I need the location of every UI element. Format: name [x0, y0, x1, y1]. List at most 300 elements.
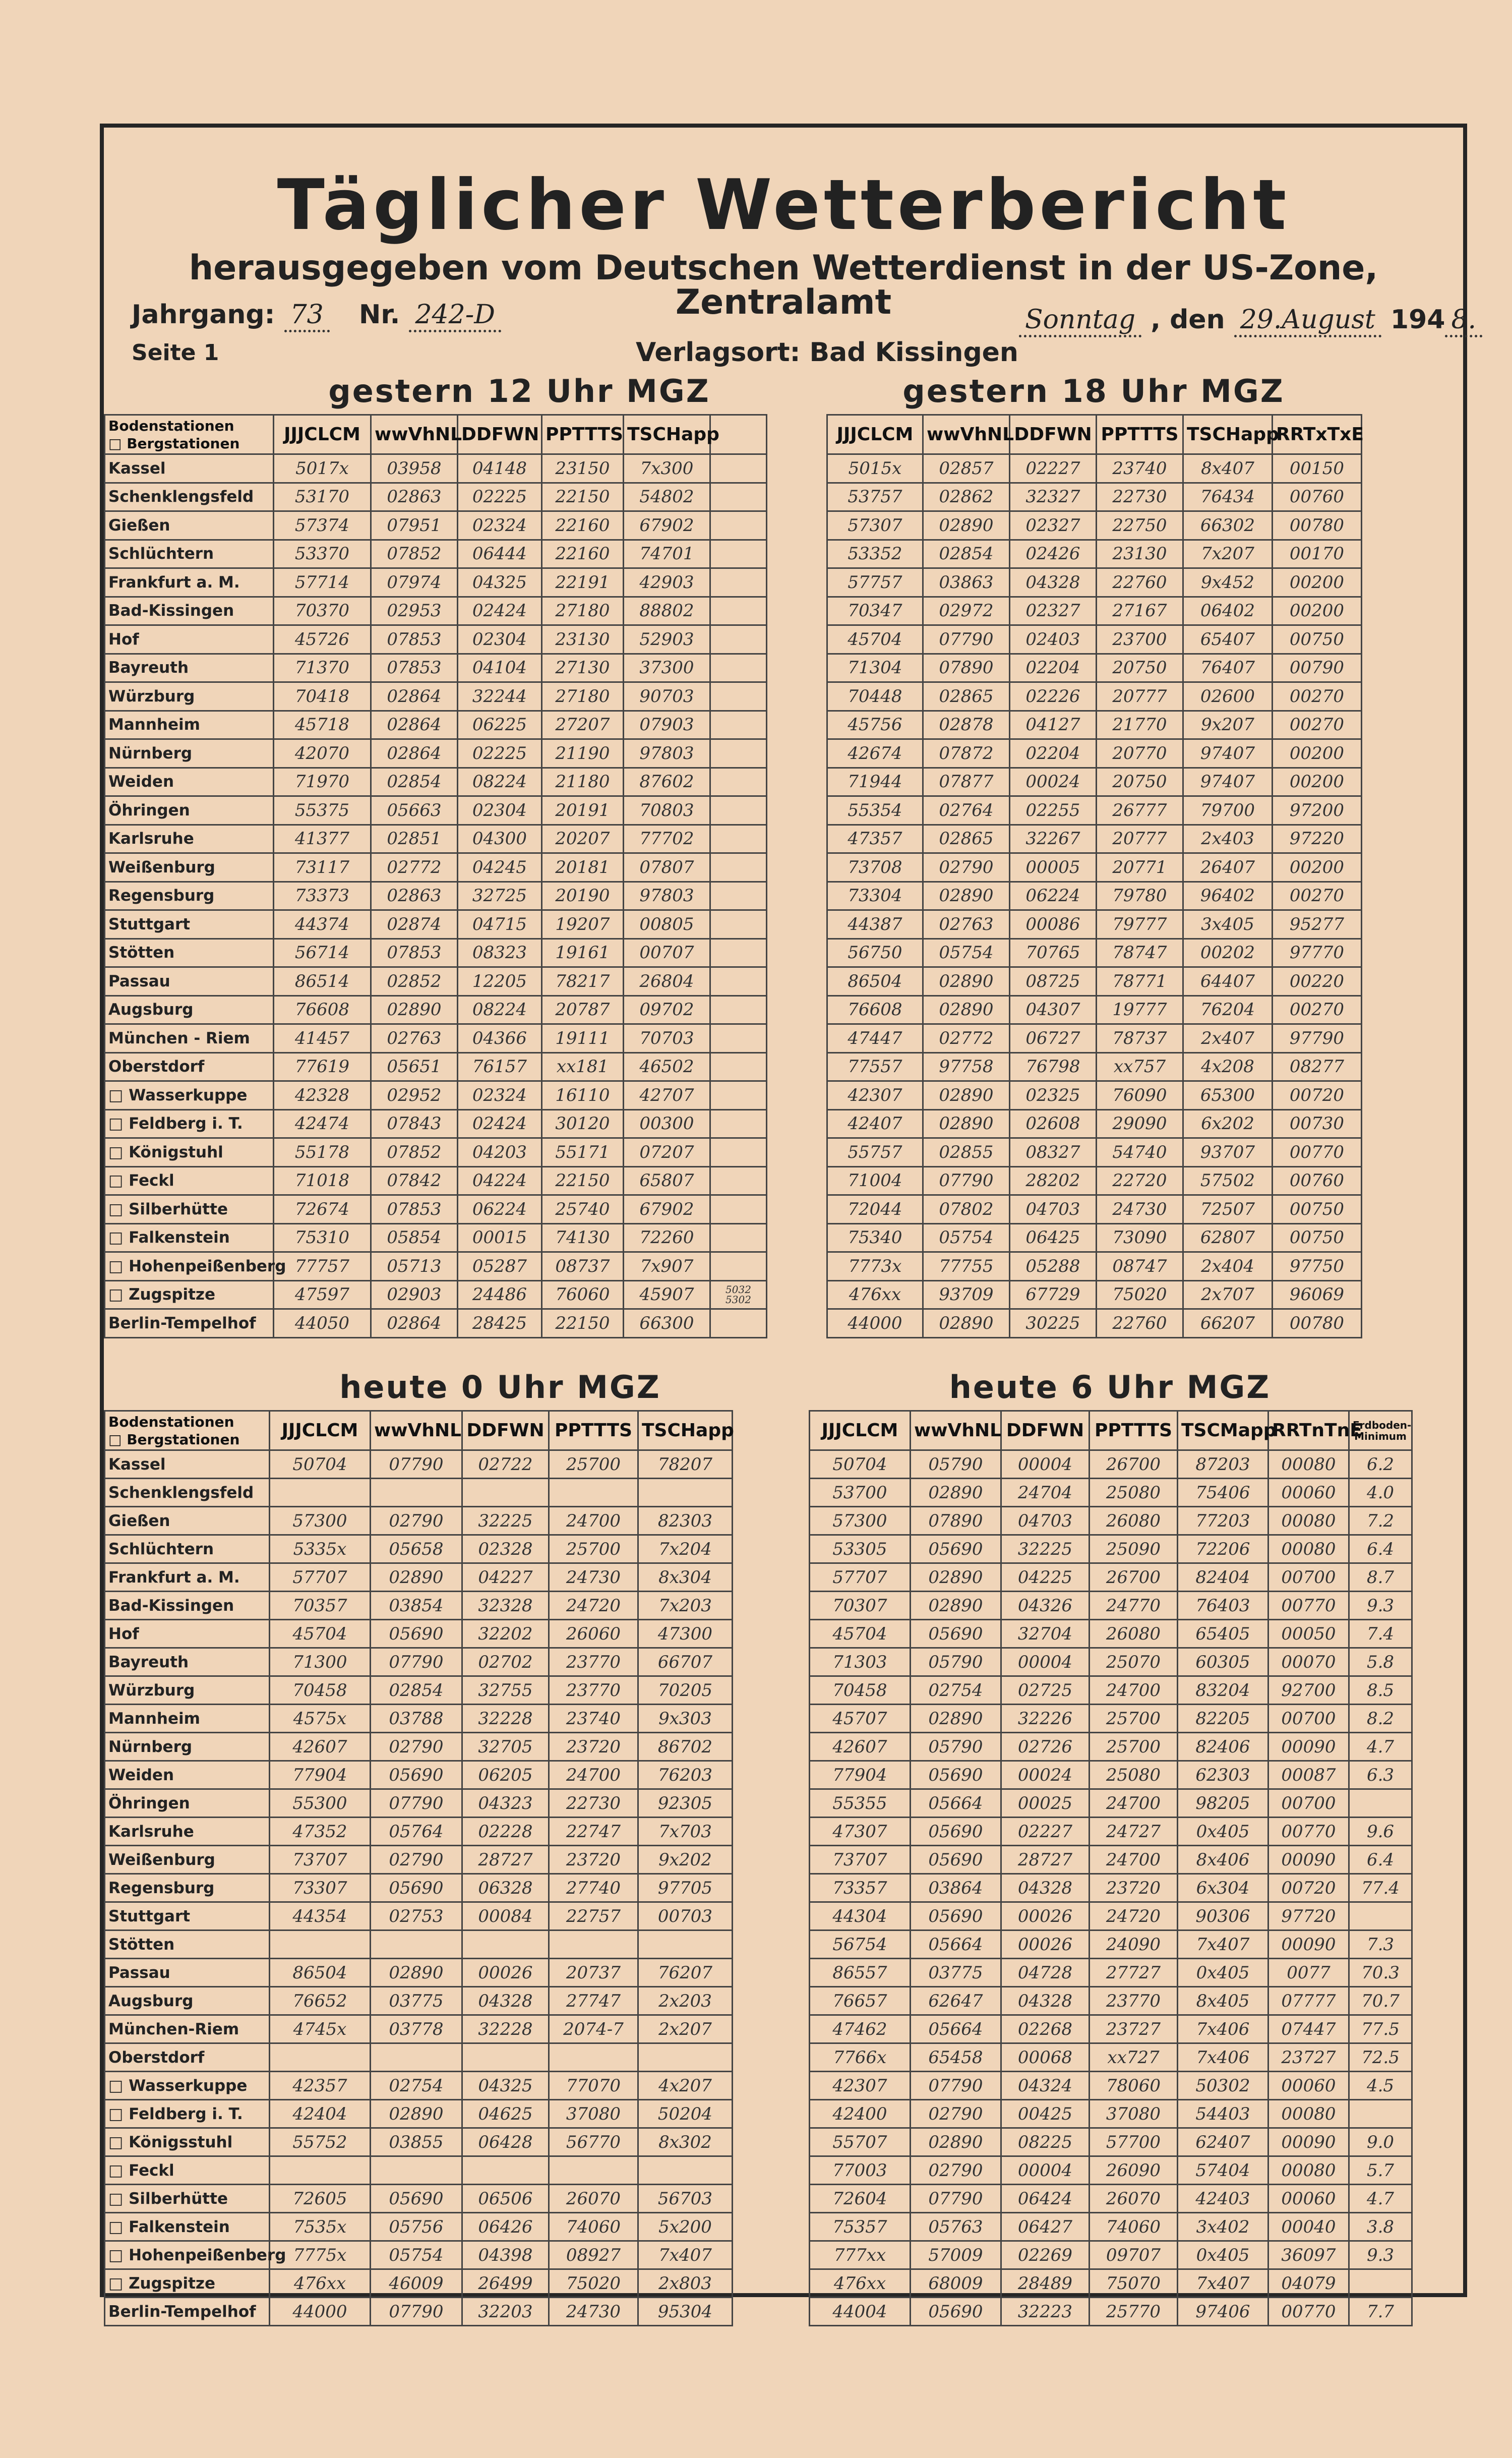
data-cell: 9x202	[638, 1846, 733, 1874]
data-cell: 3.8	[1349, 2213, 1412, 2241]
data-cell: 04127	[1010, 711, 1097, 739]
data-cell: 24730	[549, 1563, 638, 1592]
station-name: □ Silberhütte	[105, 1195, 274, 1224]
data-cell: 23727	[1268, 2043, 1349, 2072]
data-cell: 19777	[1097, 996, 1183, 1024]
data-cell: 55757	[827, 1138, 923, 1167]
table-row	[105, 597, 767, 625]
data-cell: 54403	[1178, 2100, 1268, 2128]
data-cell	[710, 1138, 767, 1167]
data-cell: 02226	[1010, 682, 1097, 711]
data-cell	[549, 2043, 638, 2072]
station-name: Würzburg	[105, 682, 274, 711]
data-cell: 26090	[1090, 2156, 1178, 2185]
station-name: Schenklengsfeld	[105, 483, 274, 511]
data-cell: 68009	[911, 2269, 1001, 2298]
data-cell: 02426	[1010, 540, 1097, 568]
data-cell: 28727	[1001, 1846, 1090, 1874]
data-cell: 00770	[1273, 1138, 1362, 1167]
data-cell: 86514	[274, 967, 371, 996]
data-cell: 22750	[1097, 511, 1183, 540]
table-row	[105, 768, 767, 796]
data-cell: 75020	[549, 2269, 638, 2298]
data-cell: 00425	[1001, 2100, 1090, 2128]
data-cell	[710, 682, 767, 711]
data-cell: 07790	[371, 1450, 462, 1479]
table-row	[105, 2213, 733, 2241]
data-cell: 02890	[371, 2100, 462, 2128]
table-row	[810, 2241, 1412, 2269]
data-cell: 02854	[923, 540, 1010, 568]
page-number: Seite 1	[132, 340, 219, 366]
data-cell: 02790	[371, 1733, 462, 1761]
data-cell: 93707	[1183, 1138, 1273, 1167]
data-cell: 72605	[270, 2185, 371, 2213]
data-cell: 02864	[371, 1309, 458, 1338]
data-cell: 44000	[270, 2298, 371, 2326]
data-cell: 23770	[1090, 1987, 1178, 2015]
table-row	[810, 1733, 1412, 1761]
data-cell: 7.7	[1349, 2298, 1412, 2326]
table-row	[810, 1761, 1412, 1789]
table-row	[105, 996, 767, 1024]
data-cell: 97758	[923, 1052, 1010, 1081]
data-cell: 5335x	[270, 1535, 371, 1563]
data-cell: 7x207	[1183, 540, 1273, 568]
data-cell: 77702	[624, 825, 710, 853]
data-cell: 00090	[1268, 1733, 1349, 1761]
table-row	[105, 711, 767, 739]
data-cell: 42070	[274, 739, 371, 768]
data-cell: 00770	[1268, 1818, 1349, 1846]
data-cell	[710, 1223, 767, 1252]
data-cell: 7775x	[270, 2241, 371, 2269]
column-header: JJJCLCM	[270, 1411, 371, 1450]
data-cell: 05690	[371, 1620, 462, 1648]
data-cell: 44050	[274, 1309, 371, 1338]
data-cell: 37080	[549, 2100, 638, 2128]
data-cell	[710, 540, 767, 568]
data-cell	[710, 511, 767, 540]
data-cell: 03854	[371, 1592, 462, 1620]
data-cell: 07903	[624, 711, 710, 739]
data-cell: 04728	[1001, 1959, 1090, 1987]
station-name: □ Feckl	[105, 1166, 274, 1195]
data-cell: 23130	[542, 625, 624, 654]
data-cell: 22150	[542, 1166, 624, 1195]
data-cell: 03775	[911, 1959, 1001, 1987]
table-row	[105, 1959, 733, 1987]
data-cell: 2x404	[1183, 1252, 1273, 1281]
data-cell: 23727	[1090, 2015, 1178, 2043]
data-cell: 05763	[911, 2213, 1001, 2241]
data-cell: 00026	[1001, 1930, 1090, 1959]
table-row	[827, 1081, 1362, 1110]
data-cell: 04307	[1010, 996, 1097, 1024]
table-row	[105, 1733, 733, 1761]
data-cell: 02862	[923, 483, 1010, 511]
data-cell: 32725	[458, 882, 542, 910]
data-cell: 62407	[1178, 2128, 1268, 2156]
data-cell	[462, 2156, 549, 2185]
data-cell: 47357	[827, 825, 923, 853]
nr-value: 242-D	[409, 300, 501, 332]
data-cell: 04227	[462, 1563, 549, 1592]
column-header: PPTTTS	[1090, 1411, 1178, 1450]
data-cell: 7773x	[827, 1252, 923, 1281]
data-cell: 05690	[911, 1620, 1001, 1648]
table-row	[105, 1987, 733, 2015]
data-cell: 23150	[542, 454, 624, 483]
data-cell: 55752	[270, 2128, 371, 2156]
data-cell: 70418	[274, 682, 371, 711]
data-cell: 44004	[810, 2298, 911, 2326]
data-cell: 03863	[923, 568, 1010, 597]
data-cell: 02790	[911, 2156, 1001, 2185]
data-cell: 26499	[462, 2269, 549, 2298]
table-row	[105, 1109, 767, 1138]
data-cell: 79780	[1097, 882, 1183, 910]
data-cell: 02255	[1010, 796, 1097, 825]
data-cell: 97770	[1273, 939, 1362, 967]
data-cell: 02403	[1010, 625, 1097, 654]
column-header: DDFWN	[458, 415, 542, 454]
data-cell: 24720	[1090, 1902, 1178, 1930]
data-cell: 00770	[1268, 1592, 1349, 1620]
data-cell: 64407	[1183, 967, 1273, 996]
data-cell: 24704	[1001, 1479, 1090, 1507]
data-cell: 00024	[1010, 768, 1097, 796]
data-cell: 04703	[1001, 1507, 1090, 1535]
table-row	[105, 1563, 733, 1592]
column-header: Erdboden-Minimum	[1349, 1411, 1412, 1450]
data-cell: 42400	[810, 2100, 911, 2128]
data-cell: 42707	[624, 1081, 710, 1110]
data-cell: 8x405	[1178, 1987, 1268, 2015]
data-cell: 08225	[1001, 2128, 1090, 2156]
data-cell: 00086	[1010, 910, 1097, 939]
data-cell: 20190	[542, 882, 624, 910]
data-cell: 70357	[270, 1592, 371, 1620]
data-cell: 7.3	[1349, 1930, 1412, 1959]
data-cell: 27740	[549, 1874, 638, 1902]
station-name: Hof	[105, 1620, 270, 1648]
table-row	[810, 1959, 1412, 1987]
report-frame	[100, 124, 1477, 2322]
data-cell: 26700	[1090, 1563, 1178, 1592]
data-cell: 00270	[1273, 882, 1362, 910]
table-row	[827, 910, 1362, 939]
data-cell: 06224	[458, 1195, 542, 1224]
station-name: Stötten	[105, 939, 274, 967]
table-row	[810, 2298, 1412, 2326]
data-cell: 05713	[371, 1252, 458, 1281]
data-cell: 02228	[462, 1818, 549, 1846]
data-cell: 04325	[462, 2072, 549, 2100]
data-cell: 00707	[624, 939, 710, 967]
data-cell: 04323	[462, 1789, 549, 1818]
column-header: RRTnTnE	[1268, 1411, 1349, 1450]
data-cell: 32704	[1001, 1620, 1090, 1648]
data-cell: 77619	[274, 1052, 371, 1081]
data-cell: 47447	[827, 1024, 923, 1053]
data-cell: 71004	[827, 1166, 923, 1195]
data-cell: 5.8	[1349, 1648, 1412, 1676]
data-cell	[710, 711, 767, 739]
data-cell: 25700	[1090, 1705, 1178, 1733]
data-cell: 05690	[911, 1761, 1001, 1789]
data-cell	[710, 1081, 767, 1110]
data-cell: 71018	[274, 1166, 371, 1195]
data-cell: 26070	[1090, 2185, 1178, 2213]
data-cell: 00024	[1001, 1761, 1090, 1789]
data-cell: 07890	[911, 1507, 1001, 1535]
data-cell: 07777	[1268, 1987, 1349, 2015]
data-cell: 02903	[371, 1280, 458, 1309]
data-cell: 78060	[1090, 2072, 1178, 2100]
data-cell: 42903	[624, 568, 710, 597]
station-name: Kassel	[105, 1450, 270, 1479]
table-row	[810, 1535, 1412, 1563]
data-cell: 00200	[1273, 739, 1362, 768]
station-name: Kassel	[105, 454, 274, 483]
data-cell: 95277	[1273, 910, 1362, 939]
data-cell: 53700	[810, 1479, 911, 1507]
data-cell: 05651	[371, 1052, 458, 1081]
column-header: JJJCLCM	[274, 415, 371, 454]
table-row	[810, 2043, 1412, 2072]
data-cell: 7x300	[624, 454, 710, 483]
station-name: □ Hohenpeißenberg	[105, 1252, 274, 1281]
data-cell: 97803	[624, 882, 710, 910]
data-cell: 50704	[810, 1450, 911, 1479]
data-cell: 57404	[1178, 2156, 1268, 2185]
data-cell: 87602	[624, 768, 710, 796]
data-cell: 02304	[458, 625, 542, 654]
table-header-row	[105, 1411, 733, 1450]
data-cell	[710, 882, 767, 910]
data-cell: 45907	[624, 1280, 710, 1309]
data-cell: 32228	[462, 1705, 549, 1733]
data-cell: 07877	[923, 768, 1010, 796]
data-cell: 54740	[1097, 1138, 1183, 1167]
station-name: Stötten	[105, 1930, 270, 1959]
nr-label: Nr.	[358, 300, 400, 330]
data-cell	[549, 1930, 638, 1959]
table-row	[827, 597, 1362, 625]
column-header: TSCHapp	[624, 415, 710, 454]
data-cell: 02790	[371, 1846, 462, 1874]
data-cell: 53757	[827, 483, 923, 511]
data-cell: 57707	[270, 1563, 371, 1592]
table-row	[105, 625, 767, 654]
column-header: JJJCLCM	[827, 415, 923, 454]
data-cell: 06328	[462, 1874, 549, 1902]
data-cell: 08224	[458, 996, 542, 1024]
data-cell: 75020	[1097, 1280, 1183, 1309]
data-cell: 24700	[1090, 1846, 1178, 1874]
data-cell: 86504	[270, 1959, 371, 1987]
table-row	[827, 483, 1362, 511]
data-cell: 04225	[1001, 1563, 1090, 1592]
data-cell: 78771	[1097, 967, 1183, 996]
data-cell	[710, 739, 767, 768]
data-cell: 76157	[458, 1052, 542, 1081]
data-cell	[270, 1930, 371, 1959]
data-cell: 23770	[549, 1648, 638, 1676]
data-cell: 2x203	[638, 1987, 733, 2015]
data-cell: 77070	[549, 2072, 638, 2100]
station-name: Regensburg	[105, 882, 274, 910]
table-row	[827, 1195, 1362, 1224]
station-name: Stuttgart	[105, 1902, 270, 1930]
data-cell	[710, 625, 767, 654]
data-cell: 06425	[1010, 1223, 1097, 1252]
data-cell: 97720	[1268, 1902, 1349, 1930]
table-row	[105, 1789, 733, 1818]
data-cell	[638, 2156, 733, 2185]
data-cell: 24700	[1090, 1789, 1178, 1818]
data-cell: 97750	[1273, 1252, 1362, 1281]
data-cell: 08277	[1273, 1052, 1362, 1081]
data-cell: 6.2	[1349, 1450, 1412, 1479]
data-cell: 7.2	[1349, 1507, 1412, 1535]
data-cell: 37300	[624, 654, 710, 682]
data-cell: 42328	[274, 1081, 371, 1110]
data-cell: 07790	[911, 2072, 1001, 2100]
station-header-line1: Bodenstationen	[108, 417, 234, 434]
table-row	[105, 1874, 733, 1902]
data-cell: 77757	[274, 1252, 371, 1281]
table-row	[105, 1705, 733, 1733]
data-cell: 7x407	[1178, 1930, 1268, 1959]
data-cell: 44304	[810, 1902, 911, 1930]
data-cell: 87203	[1178, 1450, 1268, 1479]
table-row	[105, 1052, 767, 1081]
data-cell: 92305	[638, 1789, 733, 1818]
data-cell	[710, 568, 767, 597]
data-cell: 20777	[1097, 682, 1183, 711]
data-cell: 57374	[274, 511, 371, 540]
year-suffix: 8.	[1445, 305, 1482, 337]
data-cell: 00170	[1273, 540, 1362, 568]
table-row	[827, 967, 1362, 996]
data-cell	[549, 1479, 638, 1507]
data-cell	[549, 2156, 638, 2185]
data-cell: 05690	[371, 2185, 462, 2213]
data-cell: 37080	[1090, 2100, 1178, 2128]
data-cell: 26777	[1097, 796, 1183, 825]
table-row	[810, 1479, 1412, 1507]
data-cell: 32755	[462, 1676, 549, 1705]
data-cell: 07802	[923, 1195, 1010, 1224]
table-row	[105, 2100, 733, 2128]
data-cell: 46502	[624, 1052, 710, 1081]
table-row	[105, 1024, 767, 1053]
data-cell: 2x403	[1183, 825, 1273, 853]
data-cell: 08323	[458, 939, 542, 967]
data-cell: 04300	[458, 825, 542, 853]
data-cell: 00270	[1273, 711, 1362, 739]
data-cell: 0077	[1268, 1959, 1349, 1987]
data-cell: 77755	[923, 1252, 1010, 1281]
data-cell: 00080	[1268, 1535, 1349, 1563]
table-row	[810, 2128, 1412, 2156]
data-cell: 00703	[638, 1902, 733, 1930]
data-cell: 45704	[270, 1620, 371, 1648]
table-row	[827, 1309, 1362, 1338]
data-cell: 57300	[810, 1507, 911, 1535]
table-row	[105, 1309, 767, 1338]
data-cell: 02890	[923, 511, 1010, 540]
table-row	[810, 2185, 1412, 2213]
data-cell: 5x200	[638, 2213, 733, 2241]
data-cell: 6.4	[1349, 1535, 1412, 1563]
data-cell: 02324	[458, 1081, 542, 1110]
data-cell: 07853	[371, 1195, 458, 1224]
station-name: □ Zugspitze	[105, 2269, 270, 2298]
data-cell: 66707	[638, 1648, 733, 1676]
data-cell: 8x406	[1178, 1846, 1268, 1874]
data-cell: 78217	[542, 967, 624, 996]
data-cell: 73708	[827, 853, 923, 882]
data-cell: 7x203	[638, 1592, 733, 1620]
data-cell: 03775	[371, 1987, 462, 2015]
data-cell: 05664	[911, 2015, 1001, 2043]
data-cell: 02754	[371, 2072, 462, 2100]
observation-table	[809, 1410, 1413, 2326]
data-cell: 06225	[458, 711, 542, 739]
data-cell: 47597	[274, 1280, 371, 1309]
station-name: Gießen	[105, 511, 274, 540]
data-cell	[710, 454, 767, 483]
data-cell: 77.5	[1349, 2015, 1412, 2043]
column-header: wwVhNL	[371, 1411, 462, 1450]
data-cell: 21180	[542, 768, 624, 796]
data-cell: 56714	[274, 939, 371, 967]
data-cell: 00780	[1273, 511, 1362, 540]
data-cell: 05690	[911, 1902, 1001, 1930]
table-row	[105, 568, 767, 597]
data-cell: 32203	[462, 2298, 549, 2326]
station-name: □ Wasserkuppe	[105, 2072, 270, 2100]
table-row	[827, 1166, 1362, 1195]
data-cell: 08327	[1010, 1138, 1097, 1167]
data-cell: 777xx	[810, 2241, 911, 2269]
table-row	[105, 654, 767, 682]
data-cell: 74060	[549, 2213, 638, 2241]
block-title: gestern 18 Uhr MGZ	[902, 373, 1285, 409]
table-row	[827, 511, 1362, 540]
data-cell: 7x407	[638, 2241, 733, 2269]
data-cell: 74701	[624, 540, 710, 568]
data-cell: 4.7	[1349, 1733, 1412, 1761]
data-cell: 02857	[923, 454, 1010, 483]
table-row	[810, 1676, 1412, 1705]
data-cell: 23720	[549, 1846, 638, 1874]
table-row	[827, 825, 1362, 853]
data-cell: 25070	[1090, 1648, 1178, 1676]
data-cell: xx757	[1097, 1052, 1183, 1081]
data-cell: 73090	[1097, 1223, 1183, 1252]
data-cell: 00084	[462, 1902, 549, 1930]
data-cell: xx181	[542, 1052, 624, 1081]
date-value: 29.August	[1234, 305, 1381, 337]
date-line	[1019, 307, 1482, 333]
data-cell: 02790	[371, 1507, 462, 1535]
table-row	[810, 1987, 1412, 2015]
data-cell: 2x407	[1183, 1024, 1273, 1053]
